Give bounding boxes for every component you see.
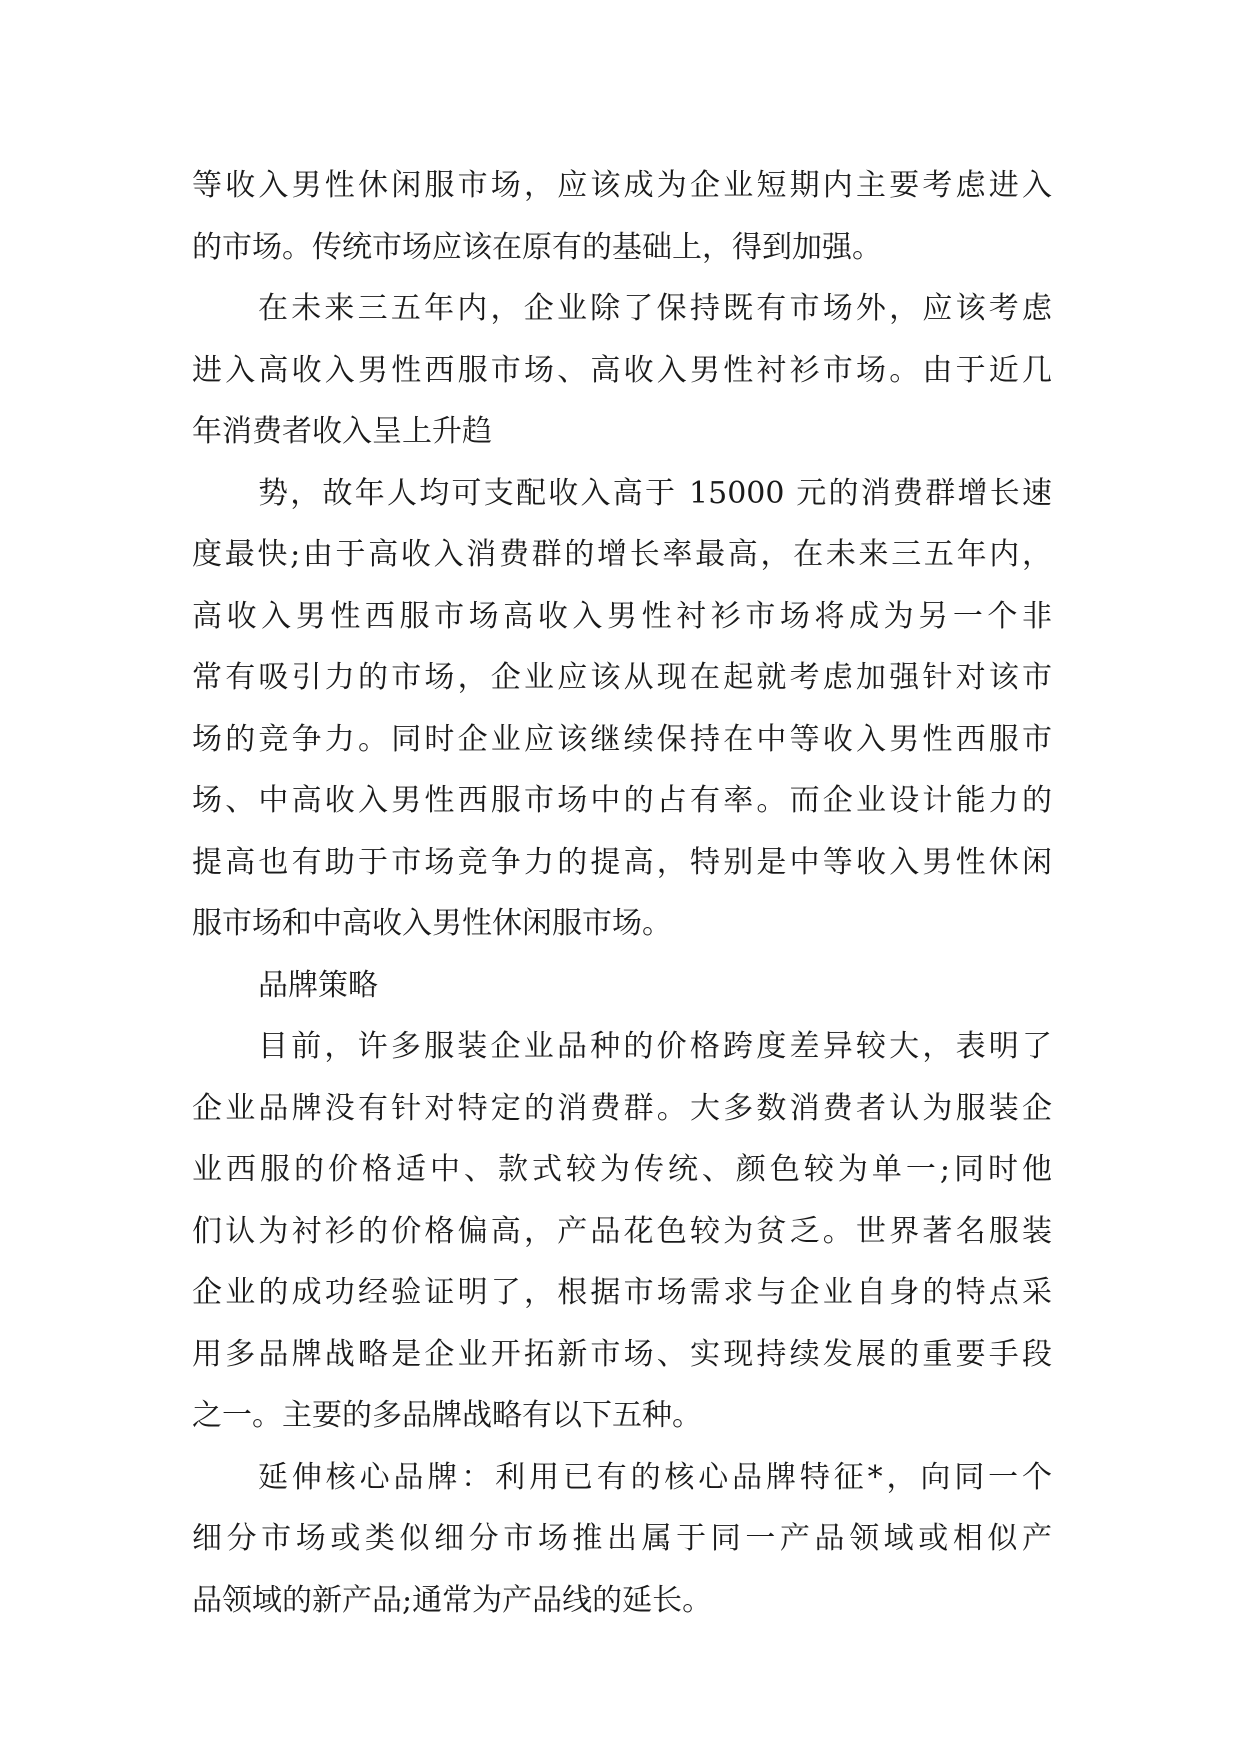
text-line: 的市场。传统市场应该在原有的基础上，得到加强。 bbox=[192, 229, 882, 265]
text-line: 等收入男性休闲服市场，应该成为企业短期内主要考虑进入 bbox=[192, 168, 1052, 203]
text-line: 场、中高收入男性西服市场中的占有率。而企业设计能力的 bbox=[192, 783, 1052, 818]
text-line: 常有吸引力的市场，企业应该从现在起就考虑加强针对该市 bbox=[192, 660, 1052, 695]
text-line: 业西服的价格适中、款式较为传统、颜色较为单一;同时他 bbox=[192, 1152, 1052, 1187]
text-line: 之一。主要的多品牌战略有以下五种。 bbox=[192, 1398, 702, 1433]
document-body bbox=[192, 155, 1052, 1631]
paragraph-first-line: 延伸核心品牌：利用已有的核心品牌特征*，向同一个 bbox=[258, 1459, 1052, 1495]
section-heading: 品牌策略 bbox=[258, 967, 378, 1003]
text-line: 场的竞争力。同时企业应该继续保持在中等收入男性西服市 bbox=[192, 721, 1052, 757]
paragraph-first-line: 在未来三五年内，企业除了保持既有市场外，应该考虑 bbox=[258, 291, 1052, 326]
text-line: 企业品牌没有针对特定的消费群。大多数消费者认为服装企 bbox=[192, 1090, 1052, 1126]
text-line: 年消费者收入呈上升趋 bbox=[192, 414, 492, 449]
text-line: 服市场和中高收入男性休闲服市场。 bbox=[192, 906, 672, 941]
paragraph-first-line: 势，故年人均可支配收入高于 15000 元的消费群增长速 bbox=[258, 475, 1052, 511]
text-line: 品领域的新产品;通常为产品线的延长。 bbox=[192, 1582, 713, 1618]
text-line: 进入高收入男性西服市场、高收入男性衬衫市场。由于近几 bbox=[192, 352, 1052, 388]
text-line: 用多品牌战略是企业开拓新市场、实现持续发展的重要手段 bbox=[192, 1336, 1052, 1372]
text-line: 企业的成功经验证明了，根据市场需求与企业自身的特点采 bbox=[192, 1275, 1052, 1310]
text-line: 们认为衬衫的价格偏高，产品花色较为贫乏。世界著名服装 bbox=[192, 1213, 1052, 1249]
text-line: 度最快;由于高收入消费群的增长率最高，在未来三五年内， bbox=[192, 537, 1052, 572]
text-line: 提高也有助于市场竞争力的提高，特别是中等收入男性休闲 bbox=[192, 844, 1052, 880]
text-line: 高收入男性西服市场高收入男性衬衫市场将成为另一个非 bbox=[192, 598, 1052, 634]
paragraph-first-line: 目前，许多服装企业品种的价格跨度差异较大，表明了 bbox=[258, 1029, 1052, 1064]
text-line: 细分市场或类似细分市场推出属于同一产品领域或相似产 bbox=[192, 1521, 1052, 1556]
